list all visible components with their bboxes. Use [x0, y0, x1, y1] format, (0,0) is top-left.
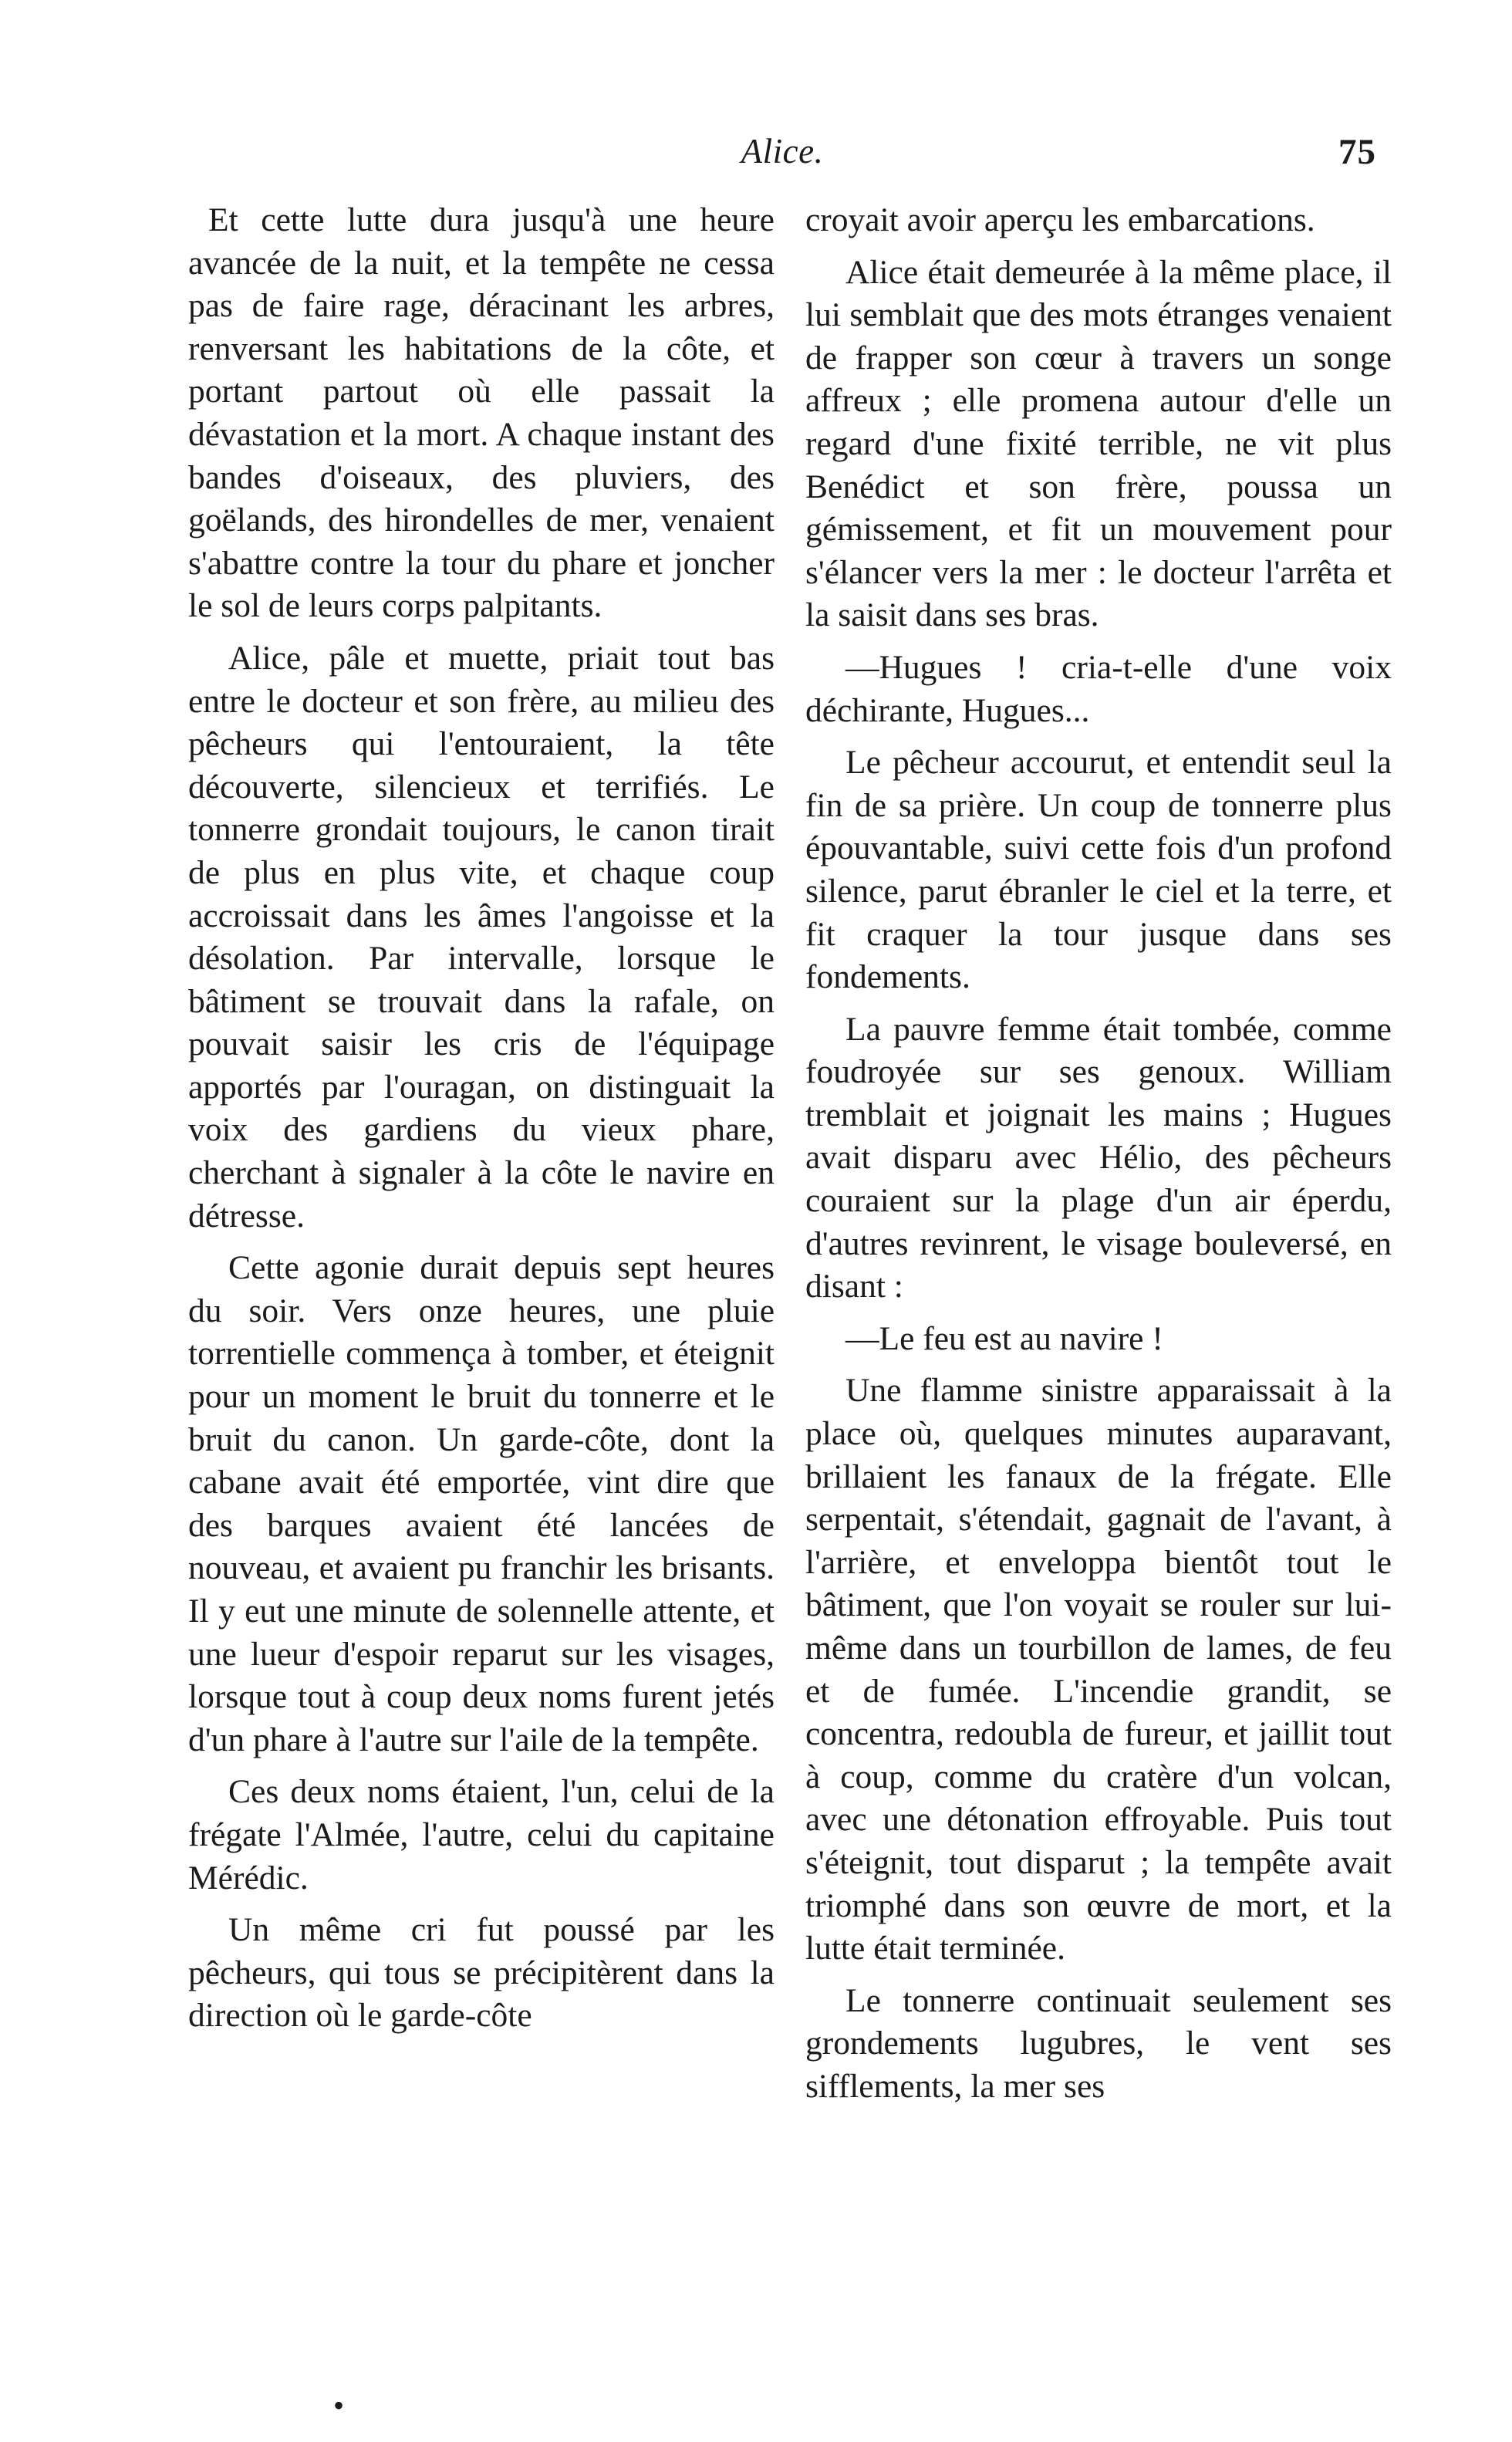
paragraph: Cette agonie durait depuis sept heures du soir. Vers onze heures, une pluie torrentielle commença à tomber, et éteignit pour un moment le bruit du tonnerre et le bruit du canon. Un garde-côte, dont la cabane avait été emportée, vint dire que des barques avaient été lancées de nouveau, et avaient pu franchir les brisants. Il y eut une minute de solennelle attente, et une lueur d'espoir reparut sur les visages, lorsque tout à coup deux noms furent jetés d'un phare à l'autre sur l'aile de la tempête. — [188, 1249, 775, 1758]
paragraph: Ces deux noms étaient, l'un, celui de la frégate l'Almée, l'autre, celui du capitaine Mérédic. — [188, 1773, 775, 1897]
paragraph: Le tonnerre continuait seulement ses grondements lugubres, le vent ses sifflements, la mer ses — [805, 1981, 1392, 2105]
paragraph: Un même cri fut poussé par les pêcheurs, qui tous se précipitèrent dans la direction où le garde-côte — [188, 1911, 775, 2035]
page-number: 75 — [1338, 132, 1376, 172]
paragraph: —Hugues ! cria-t-elle d'une voix déchirante, Hugues... — [805, 648, 1392, 729]
paragraph: —Le feu est au navire ! — [845, 1319, 1163, 1357]
paragraph: Alice, pâle et muette, priait tout bas entre le docteur et son frère, au milieu des pêcheurs qui l'entouraient, la tête découverte, silencieux et terrifiés. Le tonnerre grondait toujours, le canon tirait de plus en plus vite, et chaque coup accroissait dans les âmes l'angoisse et la désolation. Par intervalle, lorsque le bâtiment se trouvait dans la rafale, on pouvait saisir les cris de l'équipage apportés par l'ouragan, on distinguait la voix des gardiens du vieux phare, cherchant à signaler à la côte le navire en détresse. — [188, 639, 775, 1235]
right-column — [805, 199, 1392, 2118]
footer-mark: • — [333, 2388, 345, 2423]
paragraph: Alice était demeurée à la même place, il lui semblait que des mots étranges venaient de frapper son cœur à travers un songe affreux ; elle promena autour d'elle un regard d'une fixité terrible, ne vit plus Benédict et son frère, poussa un gémissement, et fit un mouvement pour s'élancer vers la mer : le docteur l'arrêta et la saisit dans ses bras. — [805, 253, 1392, 634]
left-column — [188, 199, 775, 2047]
running-head — [188, 116, 1376, 185]
paragraph: Une flamme sinistre apparaissait à la place où, quelques minutes auparavant, brillaient les fanaux de la frégate. Elle serpentait, s'étendait, gagnait de l'avant, à l'arrière, et enveloppa bientôt tout le bâtiment, que l'on voyait se rouler sur lui-même dans un tourbillon de lames, de feu et de fumée. L'incendie grandit, se concentra, redoubla de fureur, et jaillit tout à coup, comme du cratère d'un volcan, avec une détonation effroyable. Puis tout s'éteignit, tout disparut ; la tempête avait triomphé dans son œuvre de mort, et la lutte était terminée. — [805, 1372, 1392, 1967]
running-title: Alice. — [741, 132, 824, 171]
paragraph: Et cette lutte dura jusqu'à une heure avancée de la nuit, et la tempête ne cessa pas de faire rage, déracinant les arbres, renversant les habitations de la côte, et portant partout où elle passait la dévastation et la mort. A chaque instant des bandes d'oiseaux, des pluviers, des goëlands, des hirondelles de mer, venaient s'abattre contre la tour du phare et joncher le sol de leurs corps palpitants. — [188, 201, 775, 625]
paragraph: Le pêcheur accourut, et entendit seul la fin de sa prière. Un coup de tonnerre plus épouvantable, suivi cette fois d'un profond silence, parut ébranler le ciel et la terre, et fit craquer la tour jusque dans ses fondements. — [805, 744, 1392, 996]
paragraph: La pauvre femme était tombée, comme foudroyée sur ses genoux. William tremblait et joignait les mains ; Hugues avait disparu avec Hélio, des pêcheurs couraient sur la plage d'un air éperdu, d'autres revinrent, le visage bouleversé, en disant : — [805, 1010, 1392, 1305]
paragraph: croyait avoir aperçu les embarcations. — [805, 201, 1315, 238]
